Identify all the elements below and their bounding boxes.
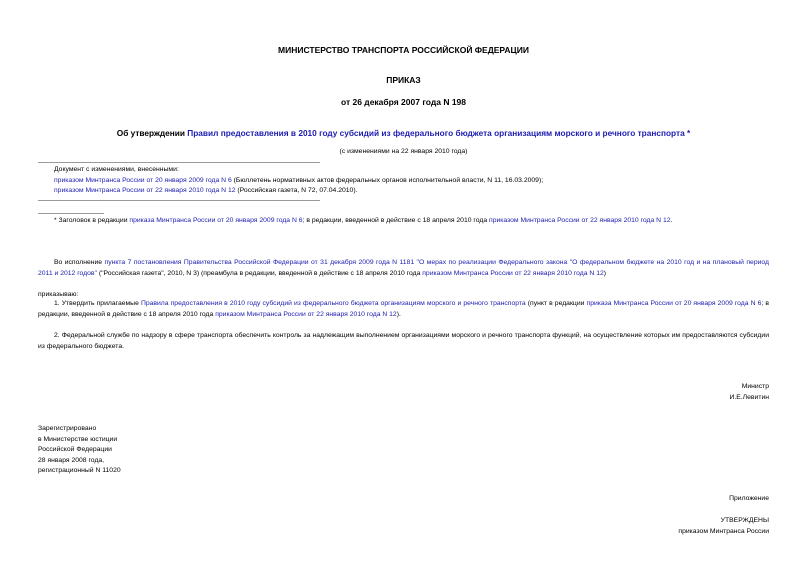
changes-item-1: [54, 176, 754, 187]
changes-item-2-text: (Российская газета, N 72, 07.04.2010).: [235, 187, 358, 194]
changes-item-1-text: (Бюллетень нормативных актов федеральных органов исполнительной власти, N 11, 16.03.2009);: [231, 176, 544, 184]
doc-date-heading: от 26 декабря 2007 года N 198: [340, 97, 467, 107]
order-word: приказываю:: [38, 291, 79, 298]
footnote-link-2[interactable]: приказом Минтранса России от 22 января 2010 года N 12: [489, 217, 671, 224]
preamble-text-2: ("Российская газета", 2010, N 3) (преамбула в редакции, введенной в действие с 18 апреля 2010 года: [96, 269, 423, 277]
appendix-by-order: приказом Минтранса России: [678, 527, 769, 535]
registration-line-5: регистрационный N 11020: [38, 467, 121, 474]
registration-line-3: Российской Федерации: [38, 446, 112, 453]
order-item-1: [38, 299, 769, 320]
document-title: [0, 128, 807, 138]
registration-block: [38, 424, 288, 477]
preamble-link-2[interactable]: приказом Минтранса России от 22 января 2010 года N 12: [422, 269, 604, 277]
registration-line-1: Зарегистрировано: [38, 425, 97, 432]
signature-block: [600, 382, 769, 403]
appendix-approved-word: УТВЕРЖДЕНЫ: [720, 517, 769, 524]
footnote-link-1[interactable]: приказа Минтранса России от 20 января 2009 года N 6: [129, 217, 303, 224]
item-1-text-1: 1. Утвердить прилагаемые: [54, 300, 141, 307]
doc-type-heading: ПРИКАЗ: [386, 75, 421, 85]
preamble-text-3: ): [603, 269, 607, 277]
title-prefix: Об утверждении: [116, 128, 188, 138]
footnote-rule: [38, 213, 104, 214]
footnote-text-3: .: [670, 217, 673, 224]
item-1-link-2[interactable]: приказа Минтранса России от 20 января 2009 года N 6: [586, 300, 762, 307]
preamble-link-1[interactable]: пункта 7 постановления Правительства Российской Федерации от 31 декабря 2009 года N 1181 "О мерах по реализации Федерального закона "О федеральном бюджете на 2010 год и на плановый период 2011 и 2012 годов": [38, 259, 769, 277]
item-1-text-4: ).: [396, 310, 401, 318]
changes-intro: Документ с изменениями, внесенными:: [54, 166, 179, 173]
changes-box-bottom-rule: [38, 200, 320, 201]
footnote: [54, 216, 774, 227]
signature-name: И.Е.Левитин: [729, 393, 769, 401]
ministry-heading: МИНИСТЕРСТВО ТРАНСПОРТА РОССИЙСКОЙ ФЕДЕРАЦИИ: [278, 45, 529, 55]
signature-position: Министр: [741, 383, 769, 390]
registration-line-2: в Министерстве юстиции: [38, 435, 118, 443]
item-1-text-2: (пункт в редакции: [525, 300, 587, 307]
changes-box-top-rule: [38, 162, 320, 163]
footnote-text-2: ; в редакции, введенной в действие с 18 апреля 2010 года: [302, 217, 490, 224]
order-item-2: 2. Федеральной службе по надзору в сфере транспорта обеспечить контроль за надлежащим выполнением организациями морского и речного транспорта функций, на осуществление которых им предоставляются субсидии из федерального бюджета.: [38, 332, 769, 350]
changes-item-2-link[interactable]: приказом Минтранса России от 22 января 2010 года N 12: [54, 187, 236, 194]
footnote-text-1: * Заголовок в редакции: [54, 217, 130, 224]
appendix-approved: [560, 516, 769, 537]
item-1-link-3[interactable]: приказом Минтранса России от 22 января 2010 года N 12: [215, 310, 397, 318]
item-1-text-3: ; в редакции, введенной в действие с 18 апреля 2010 года: [38, 300, 770, 318]
preamble-text-1: Во исполнение: [54, 259, 105, 266]
title-link[interactable]: Правил предоставления в 2010 году субсидий из федерального бюджета организациям морского и речного транспорта *: [187, 128, 691, 138]
changes-item-1-link[interactable]: приказом Минтранса России от 20 января 2009 года N 6: [54, 176, 232, 184]
changes-note: (с изменениями на 22 января 2010 года): [339, 148, 468, 155]
item-1-link-1[interactable]: Правила предоставления в 2010 году субсидий из федерального бюджета организациям морского и речного транспорта: [140, 300, 526, 307]
registration-line-4: 28 января 2008 года,: [38, 456, 105, 464]
preamble: [38, 258, 769, 279]
appendix-label: Приложение: [729, 495, 769, 502]
changes-box: [54, 165, 754, 197]
changes-item-2: [54, 186, 754, 197]
